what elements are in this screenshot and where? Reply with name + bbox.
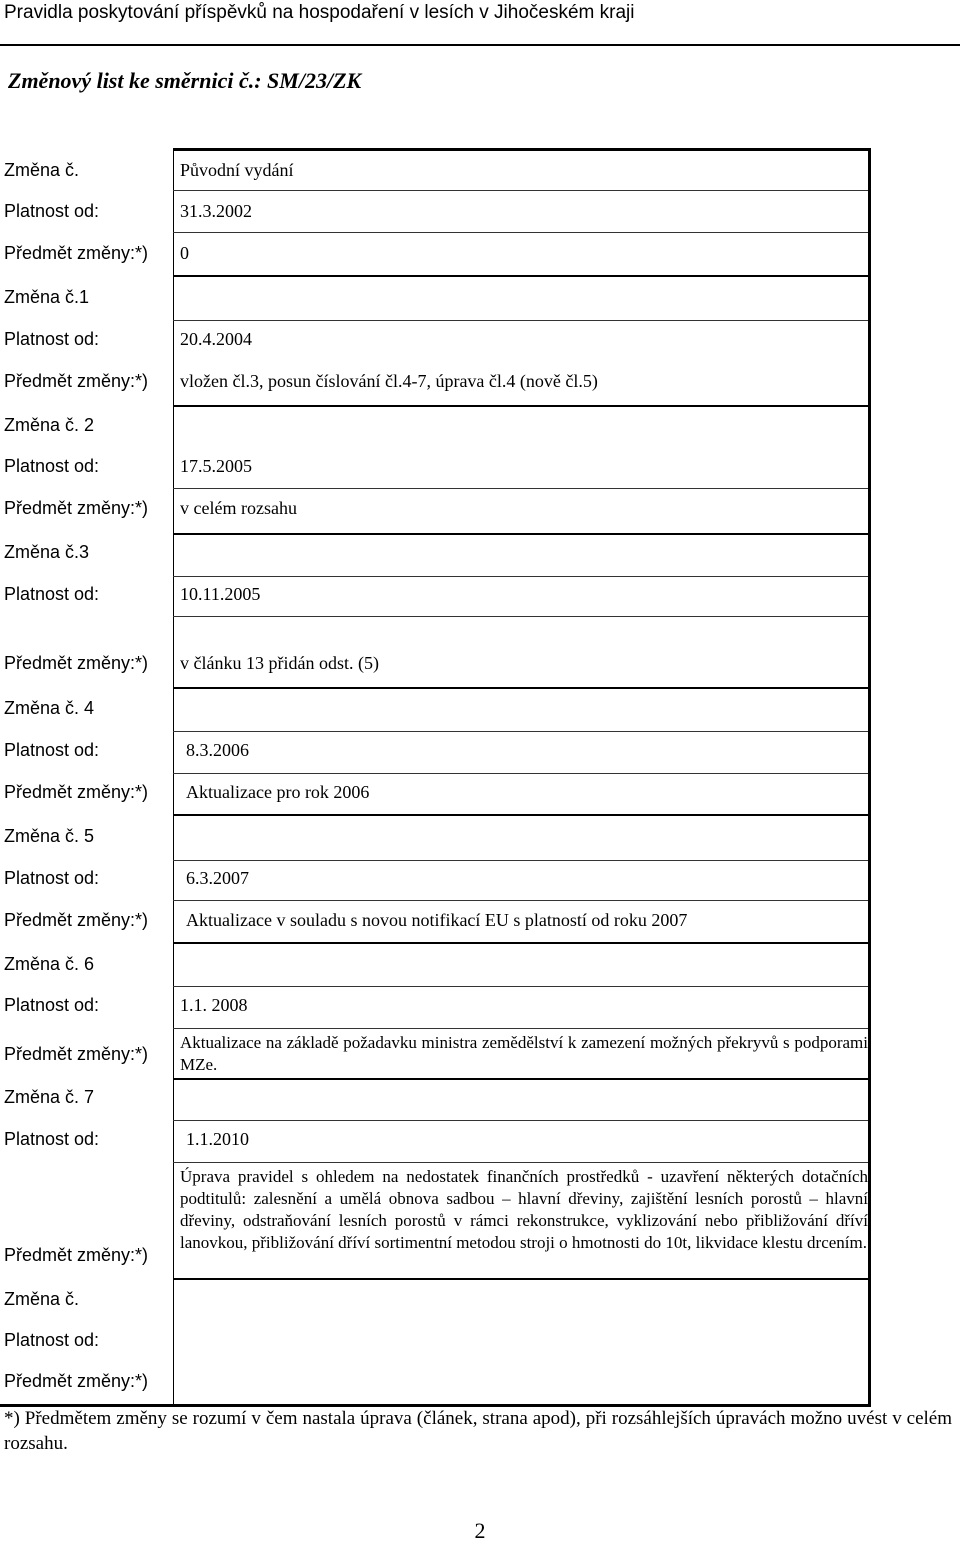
- subject-label: Předmět změny:*): [4, 243, 149, 263]
- valid-from-value: 1.1.2010: [186, 1129, 249, 1149]
- row-divider: [173, 320, 868, 321]
- subject-label: Předmět změny:*): [4, 498, 149, 518]
- subject-value: v článku 13 přidán odst. (5): [180, 653, 379, 673]
- group-divider: [173, 942, 868, 944]
- valid-from-label: Platnost od:: [4, 740, 100, 760]
- valid-from-label: Platnost od:: [4, 868, 100, 888]
- row-divider: [173, 190, 868, 191]
- subject-value: v celém rozsahu: [180, 498, 297, 518]
- row-divider: [173, 860, 868, 861]
- row-divider: [173, 488, 868, 489]
- subject-label: Předmět změny:*): [4, 653, 149, 673]
- valid-from-value: 17.5.2005: [180, 456, 252, 476]
- group-divider: [173, 533, 868, 535]
- valid-from-value: 10.11.2005: [180, 584, 261, 604]
- page-number: 2: [474, 1518, 486, 1543]
- change-number-label: Změna č.3: [4, 542, 90, 562]
- header-text: Pravidla poskytování příspěvků na hospodaření v lesích v Jihočeském kraji: [4, 2, 635, 23]
- subject-value: Aktualizace v souladu s novou notifikací EU s platností od roku 2007: [186, 910, 688, 930]
- valid-from-value: 20.4.2004: [180, 329, 252, 349]
- row-divider: [173, 576, 868, 577]
- document-title: Změnový list ke směrnici č.: SM/23/ZK: [8, 68, 362, 93]
- row-divider: [173, 1120, 868, 1121]
- change-number-label: Změna č. 5: [4, 826, 95, 846]
- subject-value: Aktualizace na základě požadavku ministra zemědělství k zamezení možných překryvů s podporami MZe.: [180, 1033, 868, 1074]
- valid-from-label: Platnost od:: [4, 201, 100, 221]
- table-top-border: [173, 148, 868, 151]
- row-divider: [173, 232, 868, 233]
- change-number-label: Změna č. 6: [4, 954, 95, 974]
- row-divider: [173, 986, 868, 987]
- valid-from-label: Platnost od:: [4, 1330, 100, 1350]
- change-number-label: Změna č. 2: [4, 415, 95, 435]
- row-divider: [173, 900, 868, 901]
- valid-from-label: Platnost od:: [4, 456, 100, 476]
- subject-label: Předmět změny:*): [4, 782, 149, 802]
- subject-value: Úprava pravidel s ohledem na nedostatek finančních prostředků - uzavření některých dotačních podtitulů: zalesnění a umělá obnova sadbou – hlavní dřeviny, zajištění lesních porostů – hlavní dřeviny, odstraňování lesních porostů v rámci rekonstrukce, vyklizování nebo přibližování dříví lanovkou, přibližování dříví sortimentní metodou stroji o hmotnosti do 10t, likvidace klestu drcením.: [180, 1167, 868, 1252]
- valid-from-label: Platnost od:: [4, 995, 100, 1015]
- footnote: *) Předmětem změny se rozumí v čem nastala úprava (článek, strana apod), při rozsáhlejších úpravách možno uvést v celém rozsahu.: [4, 1408, 952, 1454]
- subject-label: Předmět změny:*): [4, 1371, 149, 1391]
- row-divider: [173, 616, 868, 617]
- change-number-label: Změna č. 7: [4, 1087, 95, 1107]
- valid-from-value: 31.3.2002: [180, 201, 252, 221]
- group-divider: [173, 1278, 868, 1280]
- row-divider: [173, 1028, 868, 1029]
- change-number-label: Změna č.: [4, 160, 80, 180]
- valid-from-value: 1.1. 2008: [180, 995, 248, 1015]
- group-divider: [173, 405, 868, 407]
- row-divider: [173, 731, 868, 732]
- valid-from-label: Platnost od:: [4, 329, 100, 349]
- subject-label: Předmět změny:*): [4, 1044, 149, 1064]
- table-column-divider: [173, 148, 174, 1404]
- change-number-value: Původní vydání: [180, 160, 294, 180]
- group-divider: [173, 275, 868, 277]
- group-divider: [173, 687, 868, 689]
- valid-from-label: Platnost od:: [4, 584, 100, 604]
- change-number-label: Změna č.1: [4, 287, 90, 307]
- page-header: [0, 0, 960, 46]
- valid-from-value: 8.3.2006: [186, 740, 249, 760]
- group-divider: [173, 1078, 868, 1080]
- change-number-label: Změna č. 4: [4, 698, 95, 718]
- row-divider: [173, 1162, 868, 1163]
- subject-label: Předmět změny:*): [4, 1245, 149, 1265]
- group-divider: [173, 814, 868, 816]
- valid-from-value: 6.3.2007: [186, 868, 249, 888]
- subject-label: Předmět změny:*): [4, 371, 149, 391]
- valid-from-label: Platnost od:: [4, 1129, 100, 1149]
- subject-value: 0: [180, 243, 189, 263]
- subject-value: Aktualizace pro rok 2006: [186, 782, 370, 802]
- change-number-label: Změna č.: [4, 1289, 80, 1309]
- subject-label: Předmět změny:*): [4, 910, 149, 930]
- subject-value: vložen čl.3, posun číslování čl.4-7, úprava čl.4 (nově čl.5): [180, 371, 598, 391]
- row-divider: [173, 773, 868, 774]
